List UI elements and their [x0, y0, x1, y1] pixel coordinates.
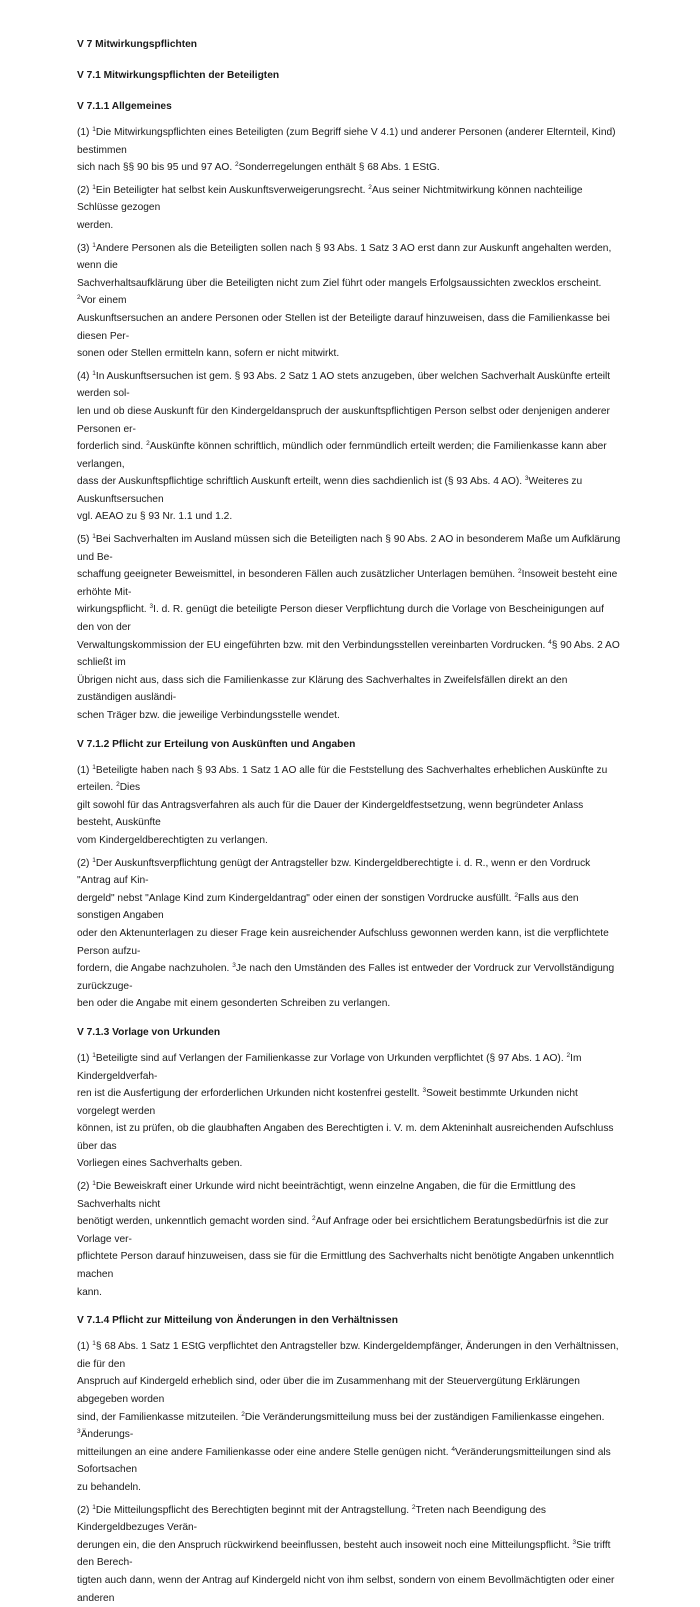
text-run: Beteiligte haben nach § 93 Abs. 1 Satz 1 AO alle für die Feststellung des Sachverhaltes erheblichen Auskünfte zu erteilen. [77, 764, 608, 794]
text-run: ren ist die Ausfertigung der erforderlichen Urkunden nicht kostenfrei gestellt. [77, 1088, 423, 1100]
text-run: Sachverhaltsaufklärung über die Beteiligten nicht zum Ziel führt oder mangels Erfolgsaussichten zwecklos erscheint. [77, 277, 602, 289]
sentence-number: 2 [146, 440, 150, 448]
text-run: (3) [77, 242, 93, 254]
section-body-auskuenfte [77, 762, 622, 1013]
sentence-number: 2 [77, 294, 81, 302]
sentence-number: 1 [92, 533, 96, 541]
text-run: (2) [77, 857, 93, 869]
text-run: Soweit bestimmte Urkunden nicht vorgelegt werden [77, 1088, 578, 1117]
text-run: dass der Auskunftspflichtige schriftlich Auskunft erteilt, wenn dies sachdienlich ist (§ 93 Abs. 4 AO). [77, 476, 525, 488]
text-run: Aus seiner Nichtmitwirkung können nachteilige Schlüsse gezogen [77, 184, 583, 214]
text-run: schen Träger bzw. die jeweilige Verbindungsstelle wendet. [77, 710, 340, 721]
sentence-number: 2 [241, 1410, 245, 1418]
sentence-number: 2 [514, 891, 518, 899]
sentence-number: 1 [92, 763, 96, 771]
sentence-number: 3 [149, 603, 154, 611]
text-run: vom Kindergeldberechtigten zu verlangen. [77, 834, 268, 846]
text-run: (5) [77, 534, 93, 546]
text-run: Im Kindergeldverfah- [77, 1052, 582, 1082]
sentence-number: 4 [548, 638, 552, 646]
subsection-heading-aenderungen: V 7.1.4 Pflicht zur Mitteilung von Änderungen in den Verhältnissen [77, 1315, 398, 1327]
sentence-number: 1 [92, 1051, 96, 1059]
text-run: Je nach den Umständen des Falles ist entweder der Vordruck zur Vervollständigung zurückzuge- [77, 963, 615, 992]
text-run: wirkungspflicht. [77, 604, 150, 616]
subsection-heading-allgemeines: V 7.1.1 Allgemeines [77, 101, 172, 112]
text-run: Die Mitwirkungspflichten eines Beteiligten (zum Begriff siehe V 4.1) und anderer Personen (anderer Elternteil, Kind) bestimmen [77, 127, 616, 156]
text-run: Der Auskunftsverpflichtung genügt der Antragsteller bzw. Kindergeldberechtigte i. d. R., wenn er den Vordruck "Antrag auf Kin- [77, 857, 591, 887]
sentence-number: 1 [92, 1503, 96, 1511]
text-run: len und ob diese Auskunft für den Kindergeldanspruch der auskunftspflichtigen Person selbst oder denjenigen anderer Personen er- [77, 405, 610, 435]
sentence-number: 4 [451, 1445, 455, 1453]
text-run: Sie trifft den Berech- [77, 1539, 611, 1569]
text-run: Auskünfte können schriftlich, mündlich oder fernmündlich erteilt werden; die Familienkasse kann aber verlangen, [77, 441, 607, 470]
chapter-heading: V 7 Mitwirkungspflichten [77, 39, 197, 50]
text-run: fordern, die Angabe nachzuholen. [77, 963, 233, 975]
text-run: Falls aus den sonstigen Angaben [77, 892, 579, 922]
text-run: Ein Beteiligter hat selbst kein Auskunftsverweigerungsrecht. [95, 184, 369, 196]
text-run: Vorliegen eines Sachverhalts geben. [77, 1158, 243, 1170]
text-run: werden. [77, 219, 114, 231]
sentence-number: 2 [566, 1051, 571, 1059]
sentence-number: 2 [411, 1503, 416, 1511]
text-run: (1) [77, 764, 93, 776]
sentence-number: 3 [422, 1087, 427, 1095]
text-run: (1) [77, 1341, 93, 1353]
sentence-number: 1 [92, 183, 96, 191]
text-run: zu behandeln. [77, 1481, 142, 1493]
sentence-number: 2 [235, 161, 239, 169]
paragraph [77, 531, 622, 725]
text-run: tigten auch dann, wenn der Antrag auf Kindergeld nicht von ihm selbst, sondern von einem Bevollmächtigten oder einer anderen [77, 1574, 615, 1604]
text-run: mitteilungen an eine andere Familienkasse oder eine andere Stelle genügen nicht. [77, 1446, 452, 1458]
text-run: Dies [119, 782, 141, 794]
section-heading: V 7.1 Mitwirkungspflichten der Beteiligten [77, 70, 280, 81]
text-run: (1) [77, 127, 93, 138]
text-run: § 90 Abs. 2 AO schließt im [77, 639, 620, 669]
text-run: Die Beweiskraft einer Urkunde wird nicht beeinträchtigt, wenn einzelne Angaben, die für die Ermittlung des Sachverhalts nicht [77, 1181, 576, 1210]
subsection-heading-urkunden: V 7.1.3 Vorlage von Urkunden [77, 1026, 221, 1038]
text-run: derungen ein, die den Anspruch rückwirkend beeinflussen, besteht auch insoweit noch eine Mitteilungspflicht. [77, 1539, 573, 1551]
text-run: schaffung geeigneter Beweismittel, in besonderen Fällen auch zusätzlicher Unterlagen bemühen. [77, 569, 518, 581]
text-run: Weiteres zu Auskunftsersuchen [77, 476, 583, 505]
section-body-allgemeines [77, 124, 622, 725]
sentence-number: 1 [92, 126, 96, 133]
sentence-number: 3 [77, 1428, 81, 1436]
text-run: (2) [77, 1181, 93, 1193]
text-run: Übrigen nicht aus, dass sich die Familienkasse zur Klärung des Sachverhaltes in Zweifelsfällen direkt an den zuständigen ausländi- [77, 674, 568, 704]
text-run: Andere Personen als die Beteiligten sollen nach § 93 Abs. 1 Satz 3 AO erst dann zur Auskunft angehalten werden, wenn die [77, 242, 612, 272]
text-run: Auf Anfrage oder bei ersichtlichem Beratungsbedürfnis ist die zur Vorlage ver- [77, 1216, 609, 1245]
text-run: Treten nach Beendigung des Kindergeldbezuges Verän- [77, 1504, 546, 1534]
text-run: In Auskunftsersuchen ist gem. § 93 Abs. 2 Satz 1 AO stets anzugeben, über welchen Sachverhalt Auskünfte erteilt werden sol- [77, 370, 611, 400]
sentence-number: 3 [524, 475, 529, 483]
subsection-heading-auskuenfte: V 7.1.2 Pflicht zur Erteilung von Auskünften und Angaben [77, 738, 356, 750]
section-body-urkunden [77, 1050, 622, 1301]
text-run: Die Veränderungsmitteilung muss bei der zuständigen Familienkasse eingehen. [244, 1411, 605, 1423]
paragraph [77, 124, 622, 177]
text-run: pflichtete Person darauf hinzuweisen, dass sie für die Ermittlung des Sachverhalts nicht benötigte Angaben unkenntlich machen [77, 1251, 614, 1281]
text-run: Verwaltungskommission der EU eingeführten bzw. mit den Verbindungsstellen vereinbarten Vordrucken. [77, 639, 549, 651]
text-run: gilt sowohl für das Antragsverfahren als auch für die Dauer der Kindergeldfestsetzung, wenn begründeter Anlass besteht, Auskünfte [77, 799, 584, 829]
text-run: sich nach §§ 90 bis 95 und 97 AO. [77, 162, 236, 174]
sentence-number: 1 [92, 1180, 96, 1188]
paragraph [77, 1178, 622, 1301]
sentence-number: 2 [312, 1215, 316, 1223]
text-run: Auskunftsersuchen an andere Personen oder Stellen ist der Beteiligte darauf hinzuweisen, dass die Familienkasse bei diesen Per- [77, 312, 610, 342]
text-run: Vor einem [80, 295, 127, 307]
paragraph [77, 855, 622, 1013]
text-run: (4) [77, 370, 93, 382]
sentence-number: 1 [92, 856, 96, 864]
text-run: Veränderungsmitteilungen sind als Sofortsachen [77, 1446, 611, 1476]
text-run: forderlich sind. [77, 441, 147, 453]
text-run: oder den Aktenunterlagen zu dieser Frage kein ausreichender Aufschluss gewonnen werden kann, ist die verpflichtete Person aufzu- [77, 927, 609, 957]
sentence-number: 2 [517, 568, 522, 576]
text-run: sind, der Familienkasse mitzuteilen. [77, 1411, 242, 1423]
paragraph [77, 1502, 622, 1607]
text-run: I. d. R. genügt die beteiligte Person dieser Verpflichtung durch die Vorlage von Bescheinigungen auf den von der [77, 604, 604, 634]
text-run: Die Mitteilungspflicht des Berechtigten beginnt mit der Antragstellung. [95, 1504, 412, 1516]
sentence-number: 2 [368, 183, 372, 191]
text-run: § 68 Abs. 1 Satz 1 EStG verpflichtet den Antragsteller bzw. Kindergeldempfänger, Änderungen in den Verhältnissen, die für den [77, 1341, 619, 1370]
sentence-number: 1 [92, 1340, 96, 1348]
text-run: (1) [77, 1052, 93, 1064]
paragraph [77, 1338, 622, 1496]
text-run: (2) [77, 184, 93, 196]
paragraph [77, 182, 622, 235]
paragraph [77, 240, 622, 363]
sentence-number: 3 [572, 1538, 577, 1546]
section-body-aenderungen [77, 1338, 622, 1607]
text-run: Bei Sachverhalten im Ausland müssen sich die Beteiligten nach § 90 Abs. 2 AO in besonderem Maße um Aufklärung und Be- [77, 534, 621, 563]
sentence-number: 2 [116, 781, 120, 789]
text-run: ben oder die Angabe mit einem gesonderten Schreiben zu verlangen. [77, 998, 391, 1010]
text-run: dergeld" nebst "Anlage Kind zum Kindergeldantrag" oder einen der sonstigen Vordrucke ausfüllt. [77, 892, 515, 904]
text-run: können, ist zu prüfen, ob die glaubhaften Angaben des Berechtigten i. V. m. dem Akteninhalt ausreichenden Aufschluss über das [77, 1123, 614, 1152]
text-run: Beteiligte sind auf Verlangen der Familienkasse zur Vorlage von Urkunden verpflichtet (§ 97 Abs. 1 AO). [95, 1052, 567, 1064]
text-run: kann. [77, 1286, 102, 1298]
text-run: Anspruch auf Kindergeld erheblich sind, oder über die im Zusammenhang mit der Steuervergütung Erklärungen abgegeben worden [77, 1376, 580, 1405]
text-run: Insoweit besteht eine erhöhte Mit- [77, 569, 618, 598]
text-run: sonen oder Stellen ermitteln kann, sofern er nicht mitwirkt. [77, 348, 340, 360]
sentence-number: 1 [92, 241, 96, 249]
sentence-number: 1 [92, 369, 96, 377]
text-run: Änderungs- [80, 1429, 134, 1441]
text-run: Sonderregelungen enthält § 68 Abs. 1 EStG. [238, 162, 440, 174]
text-run: benötigt werden, unkenntlich gemacht worden sind. [77, 1216, 313, 1228]
paragraph [77, 762, 622, 850]
text-run: vgl. AEAO zu § 93 Nr. 1.1 und 1.2. [77, 511, 233, 523]
paragraph [77, 368, 622, 526]
text-run: (2) [77, 1504, 93, 1516]
paragraph [77, 1050, 622, 1173]
sentence-number: 3 [232, 962, 236, 970]
